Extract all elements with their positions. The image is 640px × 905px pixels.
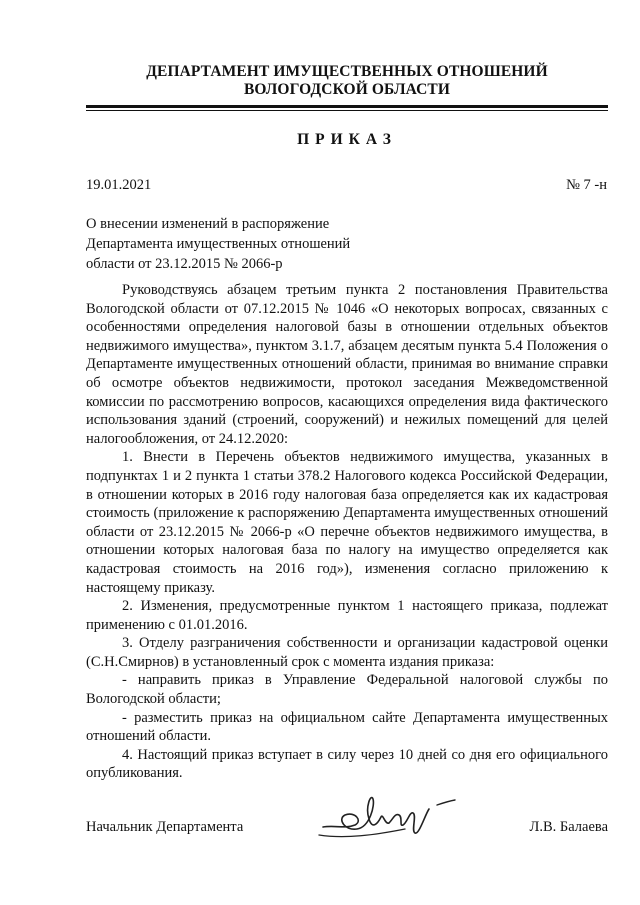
clause-2-paragraph: 2. Изменения, предусмотренные пунктом 1 настоящего приказа, подлежат применению с 01.01.2016. [86, 598, 608, 633]
document-subject [86, 214, 350, 274]
document-date: 19.01.2021 [86, 177, 152, 193]
preamble-paragraph: Руководствуясь абзацем третьим пункта 2 постановления Правительства Вологодской области от 07.12.2015 № 1046 «О некоторых вопросах, связанных с особенностями определения налоговой базы в отношении отдельных объектов недвижимого имущества», пунктом 3.1.7, абзацем десятым пункта 5.4 Положения о Департаменте имущественных отношений области, принимая во внимание справки об осмотре объектов недвижимости, протокол заседания Межведомственной комиссии по рассмотрению вопросов, касающихся определения вида фактического использования зданий (строений, сооружений) и нежилых помещений для целей налогообложения, от 24.12.2020: [86, 282, 608, 447]
document-number: № 7 -н [566, 177, 607, 193]
clause-3-paragraph: 3. Отделу разграничения собственности и организации кадастровой оценки (С.Н.Смирнов) в установленный срок с момента издания приказа: [86, 635, 608, 670]
document-type-title: ПРИКАЗ [297, 131, 397, 148]
handwritten-signature [315, 785, 465, 845]
clause-1-paragraph: 1. Внести в Перечень объектов недвижимого имущества, указанных в подпунктах 1 и 2 пункта 1 статьи 378.2 Налогового кодекса Российской Федерации, в отношении которых в 2016 году налоговая база определяется как их кадастровая стоимость (приложение к распоряжению Департамента имущественных отношений области от 23.12.2015 № 2066-р «О перечне объектов недвижимого имущества, в отношении которых налоговая база по налогу на имущество определяется как кадастровая стоимость на 2016 год»), изменения согласно приложению к настоящему приказу. [86, 449, 608, 596]
subject-line: Департамента имущественных отношений [86, 236, 351, 252]
document-body [86, 281, 608, 783]
signatory-name: Л.В. Балаева [529, 819, 608, 835]
department-header [86, 63, 608, 99]
header-line-2: ВОЛОГОДСКОЙ ОБЛАСТИ [243, 81, 451, 98]
clause-3-item-2: - разместить приказ на официальном сайте Департамента имущественных отношений области. [86, 709, 608, 745]
clause-3-item-1: - направить приказ в Управление Федеральной налоговой службы по Вологодской области; [86, 672, 608, 708]
subject-line: О внесении изменений в распоряжение [86, 216, 330, 232]
header-line-1: ДЕПАРТАМЕНТ ИМУЩЕСТВЕННЫХ ОТНОШЕНИЙ [146, 63, 548, 80]
clause-4-paragraph: 4. Настоящий приказ вступает в силу через 10 дней со дня его официального опубликования. [86, 746, 608, 782]
header-rule-thick [86, 105, 608, 108]
subject-line: области от 23.12.2015 № 2066-р [86, 256, 283, 272]
header-rule-thin [86, 110, 608, 111]
signatory-title: Начальник Департамента [86, 819, 244, 835]
